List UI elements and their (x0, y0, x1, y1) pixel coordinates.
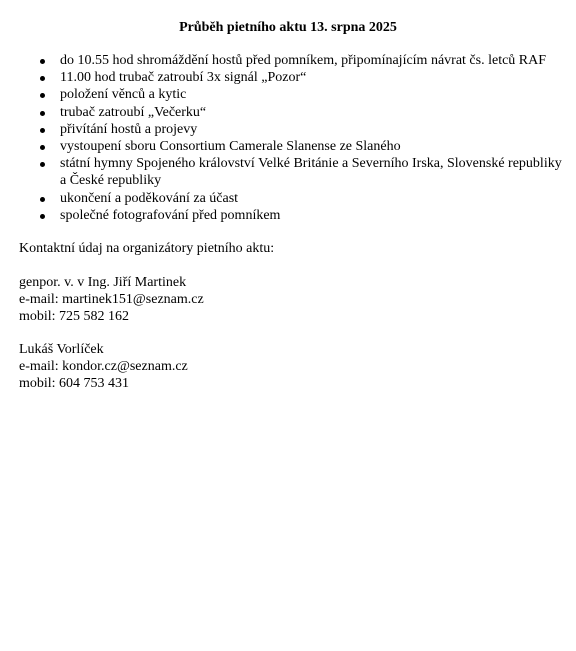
contact-block (19, 341, 188, 393)
program-item (19, 190, 569, 207)
program-item (19, 207, 569, 224)
bullet-icon (40, 76, 45, 81)
program-item-text: společné fotografování před pomníkem (60, 207, 281, 223)
program-item (19, 155, 569, 189)
bullet-icon (40, 214, 45, 219)
contact-name: Lukáš Vorlíček (19, 342, 104, 357)
program-item-text: vystoupení sboru Consortium Camerale Slanense ze Slaného (60, 139, 401, 155)
program-item-text: 11.00 hod trubač zatroubí 3x signál „Pozor“ (60, 70, 307, 86)
bullet-icon (40, 145, 45, 150)
program-item-text: trubač zatroubí „Večerku“ (60, 104, 207, 120)
contact-email: e-mail: martinek151@seznam.cz (19, 292, 204, 308)
program-item (19, 52, 569, 69)
document-title: Průběh pietního aktu 13. srpna 2025 (179, 20, 397, 35)
contact-heading: Kontaktní údaj na organizátory pietního aktu: (19, 241, 275, 256)
bullet-icon (40, 128, 45, 133)
program-item-text: státní hymny Spojeného království Velké Británie a Severního Irska, Slovenské republiky a České republiky (60, 156, 562, 189)
contact-block (19, 274, 204, 326)
program-item (19, 104, 569, 121)
bullet-icon (40, 162, 45, 167)
program-list (19, 52, 569, 224)
contact-phone: mobil: 725 582 162 (19, 309, 130, 325)
program-item-text: do 10.55 hod shromáždění hostů před pomníkem, připomínajícím návrat čs. letců RAF (60, 53, 547, 68)
contact-email: e-mail: kondor.cz@seznam.cz (19, 359, 188, 375)
program-item (19, 121, 569, 138)
program-item (19, 138, 569, 155)
program-item-text: ukončení a poděkování za účast (60, 190, 239, 206)
bullet-icon (40, 111, 45, 116)
contact-name: genpor. v. v Ing. Jiří Martinek (19, 275, 187, 290)
bullet-icon (40, 59, 45, 64)
contact-phone: mobil: 604 753 431 (19, 376, 130, 392)
bullet-icon (40, 197, 45, 202)
bullet-icon (40, 93, 45, 98)
program-item-text: přivítání hostů a projevy (60, 121, 198, 137)
program-item (19, 86, 569, 103)
program-item (19, 69, 569, 86)
program-item-text: položení věnců a kytic (60, 87, 187, 103)
